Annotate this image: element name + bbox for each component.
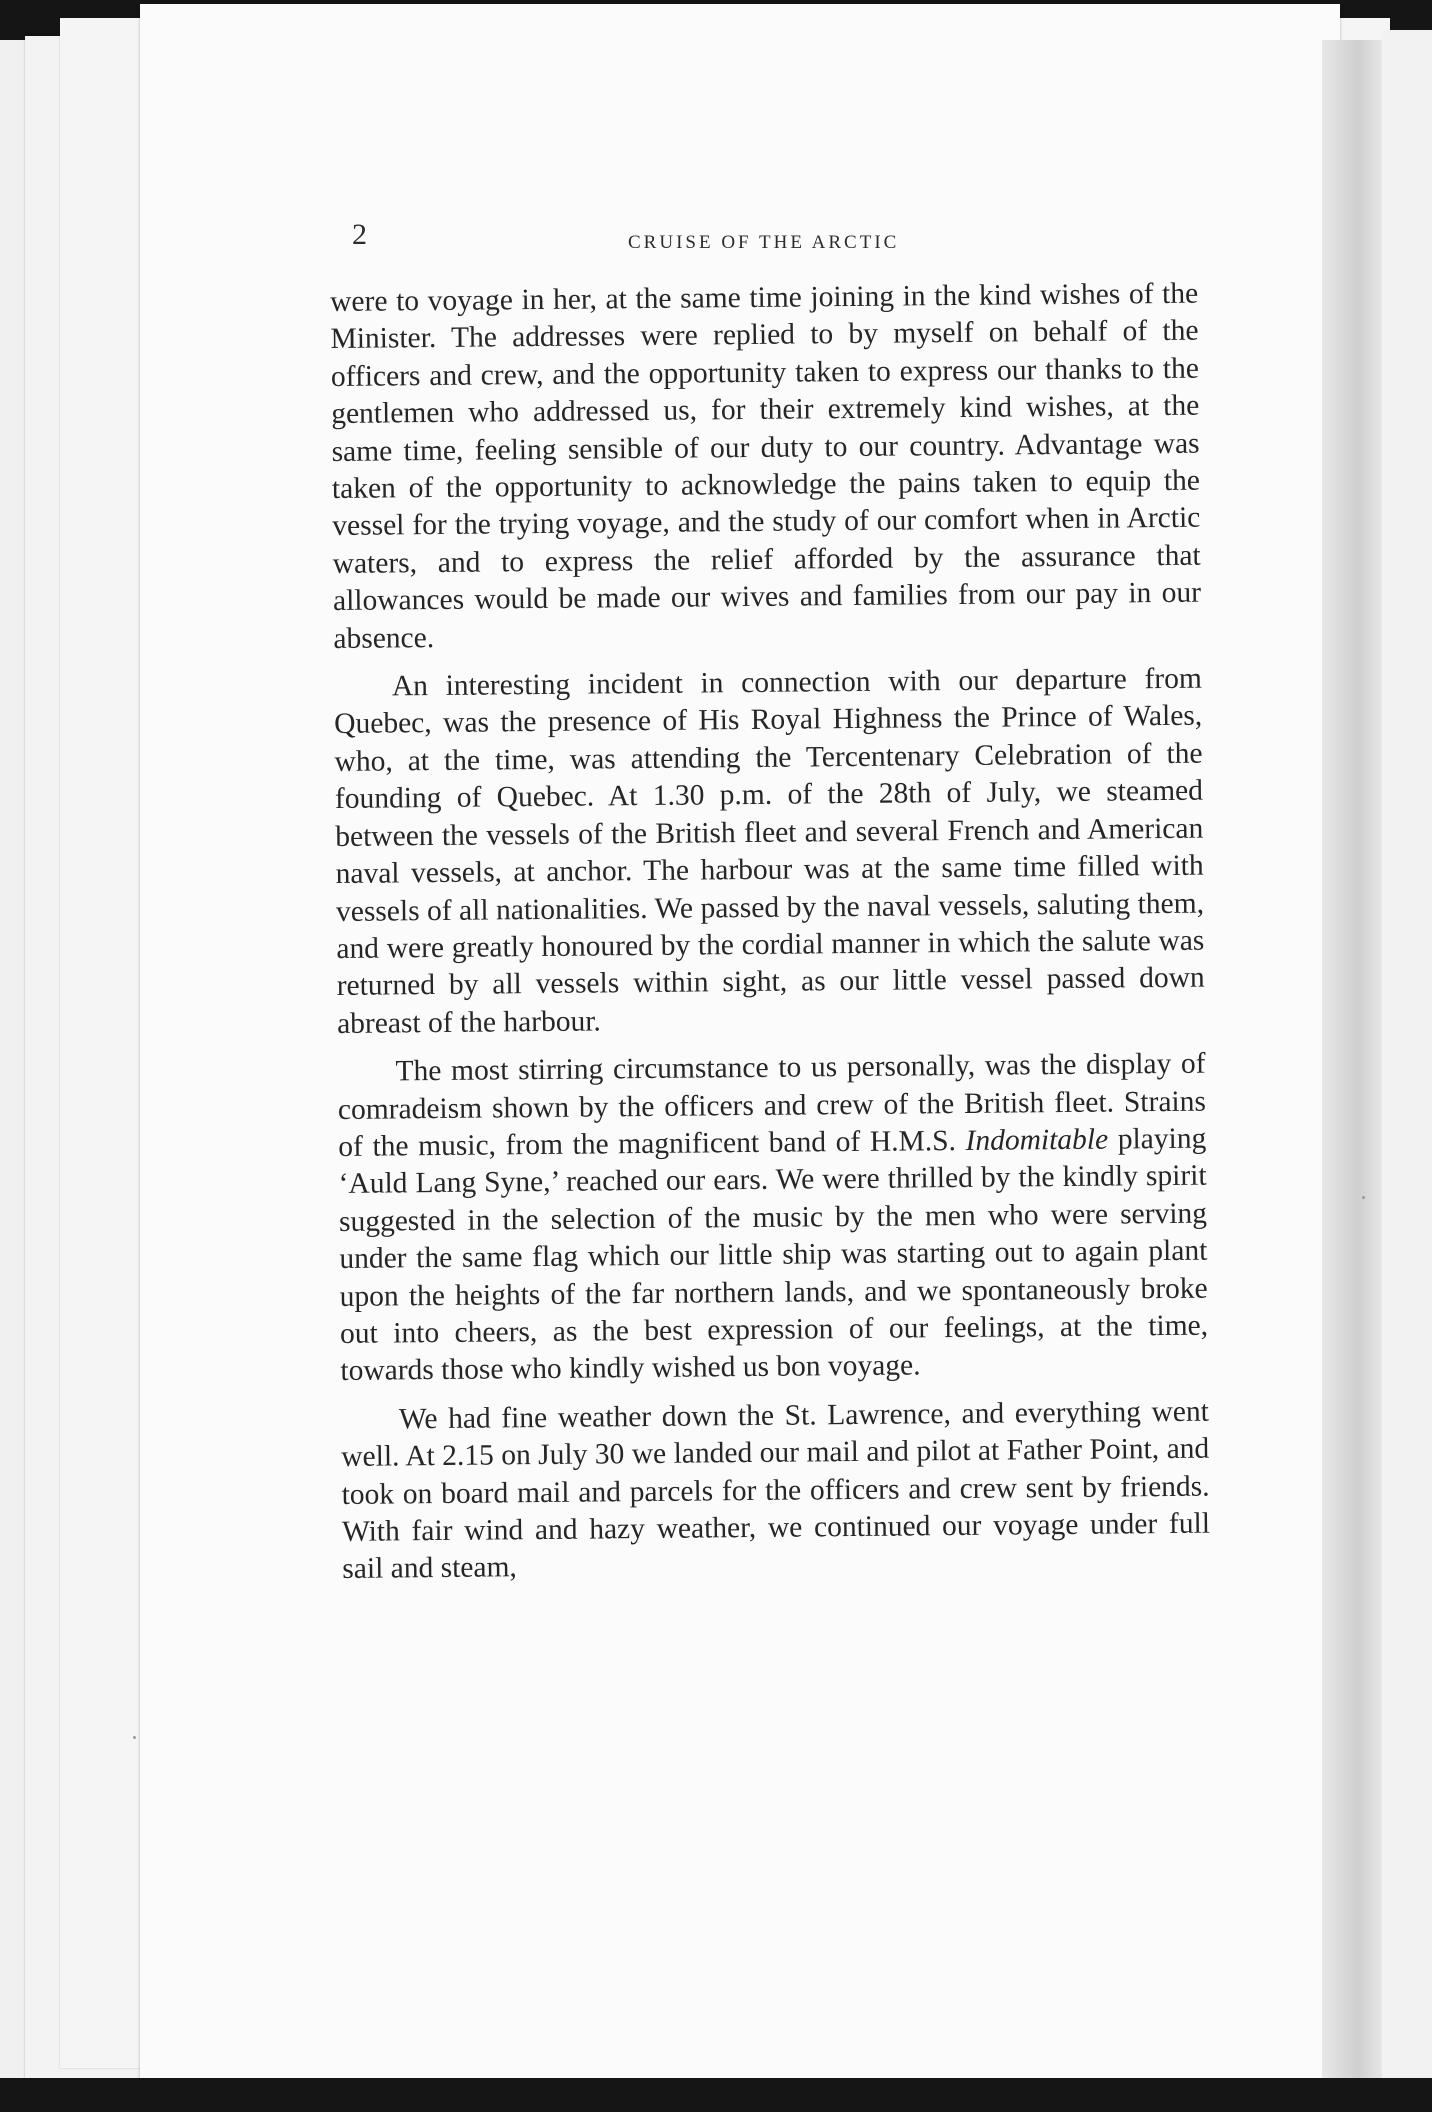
- running-title: CRUISE OF THE ARCTIC: [628, 232, 900, 253]
- paragraph-4: We had fine weather down the St. Lawrence, and everything went well. At 2.15 on July 30 we landed our mail and pilot at Father Point, and took on board mail and parcels for the officers and crew sent by friends. With fair wind and hazy weather, we continued our voyage under full sail and steam,: [341, 1395, 1211, 1586]
- ship-name-italic: Indomitable: [965, 1123, 1109, 1157]
- body-text: [330, 276, 1210, 1589]
- dust-speck: [133, 1736, 136, 1739]
- dust-speck: [1362, 1196, 1365, 1199]
- scan-dark-border-bottom: [0, 2078, 1432, 2112]
- page-edge-strip: [1382, 30, 1432, 2080]
- paragraph-1: were to voyage in her, at the same time joining in the kind wishes of the Minister. The addresses were replied to by myself on behalf of the officers and crew, and the opportunity taken to express our thanks to the gentlemen who addressed us, for their extremely kind wishes, at the same time, feeling sensible of our duty to our country. Advantage was taken of the opportunity to acknowledge the pains taken to equip the vessel for the trying voyage, and the study of our comfort when in Arctic waters, and to express the relief afforded by the assurance that allowances would be made our wives and families from our pay in our absence.: [330, 277, 1202, 655]
- paragraph-2: An interesting incident in connection with our departure from Quebec, was the presence of His Royal Highness the Prince of Wales, who, at the time, was attending the Tercentenary Celebration of the founding of Quebec. At 1.30 p.m. of the 28th of July, we steamed between the vessels of the British fleet and several French and American naval vessels, at anchor. The harbour was at the same time filled with vessels of all nationalities. We passed by the naval vessels, saluting them, and were greatly honoured by the cordial manner in which the salute was returned by all vessels within sight, as our little vessel passed down abreast of the harbour.: [334, 662, 1205, 1040]
- paragraph-3-text-b: playing ‘Auld Lang Syne,’ reached our ears. We were thrilled by the kindly spirit suggested in the selection of the music by the men who were serving under the same flag which our little ship was starting out to again plant upon the heights of the far northern lands, and we spontaneously broke out into cheers, as the best expression of our feelings, at the time, towards those who kindly wished us bon voyage.: [338, 1122, 1209, 1388]
- running-head: [338, 218, 1218, 258]
- paragraph-3: [337, 1046, 1208, 1391]
- page-number: 2: [352, 218, 367, 251]
- page-fold-shadow: [1322, 40, 1382, 2080]
- paragraph-3-text-a: The most stirring circumstance to us personally, was the display of comradeism shown by the officers and crew of the British fleet. Strains of the music, from the magnificent band of H.M.S.: [337, 1047, 1207, 1163]
